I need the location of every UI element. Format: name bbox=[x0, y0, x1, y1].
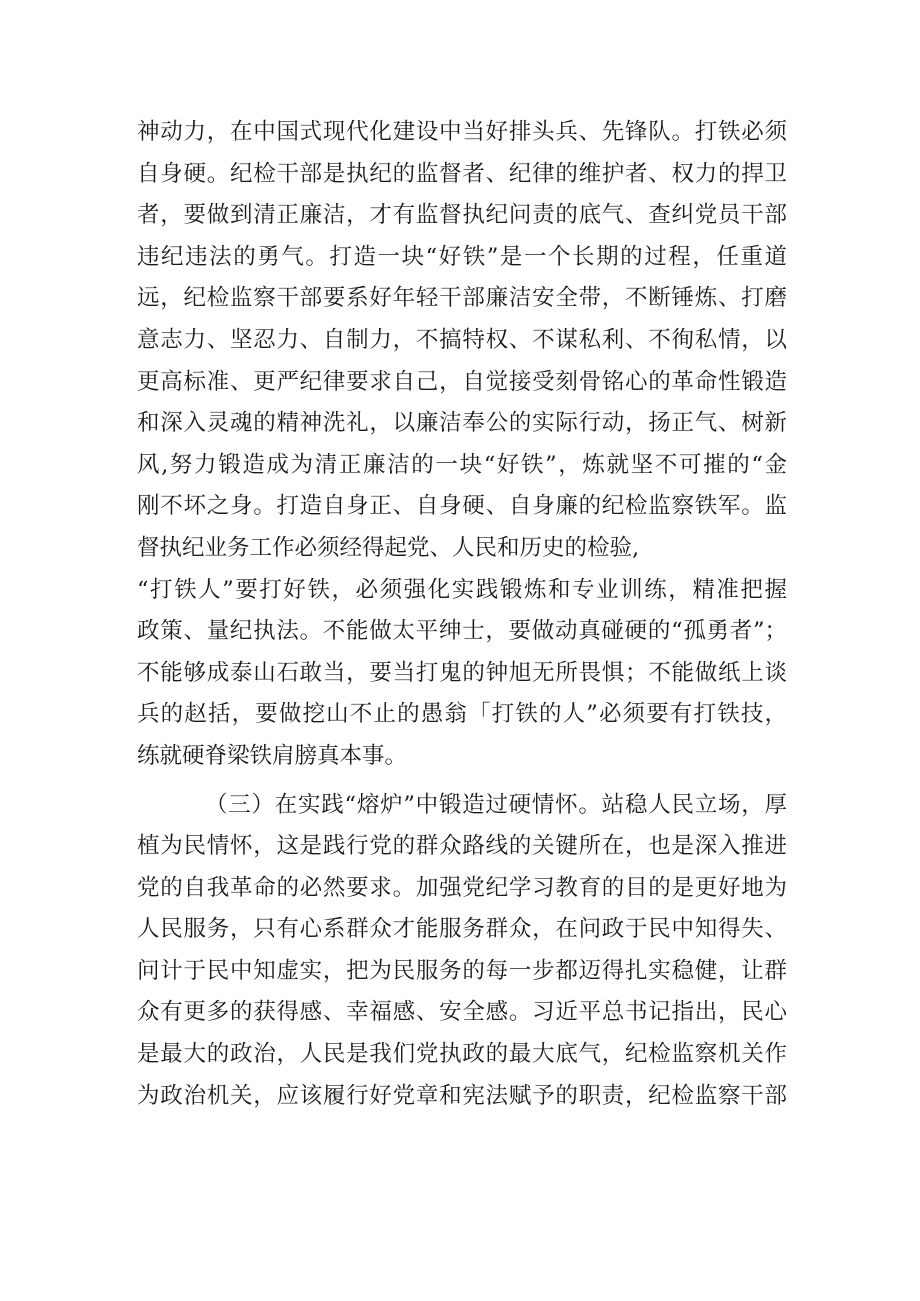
text-line: 更高标准、更严纪律要求自己，自觉接受刻骨铭心的革命性锻造 bbox=[137, 368, 787, 395]
text-line: 党的自我革命的必然要求。加强党纪学习教育的目的是更好地为 bbox=[137, 874, 787, 901]
text-line: 众有更多的获得感、幸福感、安全感。习近平总书记指出，民心 bbox=[137, 999, 787, 1026]
text-line: 神动力，在中国式现代化建设中当好排头兵、先锋队。打铁必须 bbox=[137, 119, 787, 145]
text-line: 者，要做到清正廉洁，才有监督执纪问责的底气、查纠党员干部 bbox=[137, 202, 787, 229]
text-line: 意志力、坚忍力、自制力，不搞特权、不谋私利、不徇私情，以 bbox=[137, 326, 787, 353]
text-line: 植为民情怀，这是践行党的群众路线的关键所在，也是深入推进 bbox=[137, 833, 787, 860]
text-line: 兵的赵括，要做挖山不止的愚翁「打铁的人”必须要有打铁技， bbox=[137, 701, 787, 728]
text-line: 和深入灵魂的精神洗礼，以廉洁奉公的实际行动，扬正气、树新 bbox=[137, 410, 787, 437]
text-line: 练就硬脊梁铁肩膀真本事。 bbox=[137, 742, 408, 769]
text-line: 自身硬。纪检干部是执纪的监督者、纪律的维护者、权力的捍卫 bbox=[137, 160, 787, 187]
text-line: 人民服务，只有心系群众才能服务群众，在问政于民中知得失、 bbox=[137, 916, 787, 943]
text-line: 远，纪检监察干部要系好年轻干部廉洁安全带，不断锤炼、打磨 bbox=[137, 285, 787, 312]
text-line: 不能够成泰山石敢当，要当打鬼的钟旭无所畏惧；不能做纸上谈 bbox=[137, 659, 787, 686]
text-line: 为政治机关，应该履行好党章和宪法赋予的职责，纪检监察干部 bbox=[137, 1082, 787, 1109]
paragraph-1 bbox=[137, 112, 787, 778]
text-line: （三）在实践“熔炉”中锻造过硬情怀。站稳人民立场，厚 bbox=[205, 791, 787, 818]
text-line: 违纪违法的勇气。打造一块“好铁”是一个长期的过程，任重道 bbox=[137, 243, 787, 270]
text-line: 是最大的政治，人民是我们党执政的最大底气，纪检监察机关作 bbox=[137, 1041, 787, 1068]
body-text bbox=[137, 112, 787, 1117]
paragraph-2 bbox=[137, 785, 787, 1118]
text-line: 政策、量纪执法。不能做太平绅士，要做动真碰硬的“孤勇者”； bbox=[137, 618, 787, 645]
text-line: 刚不坏之身。打造自身正、自身硬、自身廉的纪检监察铁军。监 bbox=[137, 493, 787, 520]
paragraph-gap bbox=[137, 778, 787, 785]
text-line: “打铁人”要打好铁，必须强化实践锻炼和专业训练，精准把握 bbox=[137, 576, 787, 603]
text-line: 问计于民中知虚实，把为民服务的每一步都迈得扎实稳健，让群 bbox=[137, 957, 787, 984]
text-line: 风,努力锻造成为清正廉洁的一块“好铁”，炼就坚不可摧的“金 bbox=[137, 451, 787, 478]
text-line: 督执纪业务工作必须经得起党、人民和历史的检验, bbox=[137, 534, 640, 561]
